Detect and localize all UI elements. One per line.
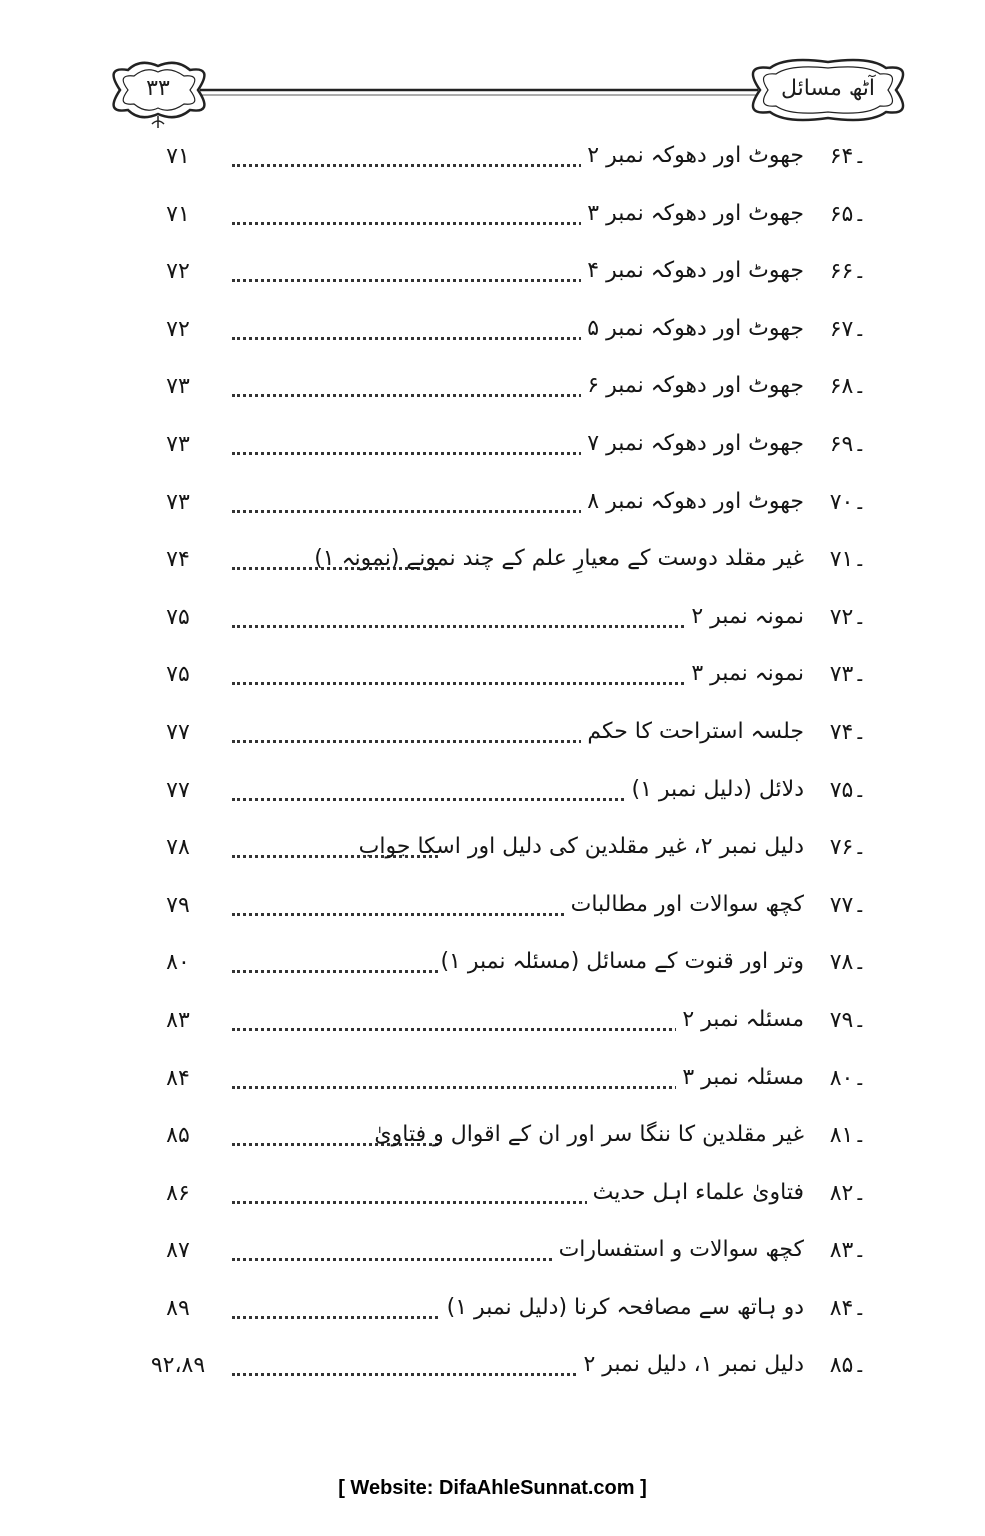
- toc-row: [140, 1228, 900, 1286]
- toc-entry-page: ۷۳: [166, 489, 190, 515]
- toc-row: [140, 134, 900, 192]
- toc-entry-page: ۸۳: [166, 1007, 190, 1033]
- toc-entry-page: ۷۷: [166, 719, 190, 745]
- toc-entry-page: ۷۷: [166, 777, 190, 803]
- toc-entry-title: فتاویٰ علماء اہل حدیث: [587, 1177, 804, 1209]
- page-number: ٣٣: [146, 76, 170, 101]
- toc-entry-page: ۷۵: [166, 604, 190, 630]
- toc-entry-page: ۷۱: [166, 144, 190, 169]
- toc-entry-number: ۸۳۔: [829, 1238, 867, 1264]
- toc-entry-number: ۸۵۔: [829, 1353, 867, 1379]
- toc-row: [140, 883, 900, 941]
- toc-entry-number: ۶۵۔: [829, 201, 867, 227]
- toc-entry-page: ۸۷: [166, 1238, 190, 1264]
- toc-entry-title: دلائل (دلیل نمبر ۱): [625, 774, 804, 806]
- toc-row: [140, 825, 900, 883]
- toc-entry-page: ۷۵: [166, 662, 190, 688]
- toc-entry-number: ۸۴۔: [829, 1295, 867, 1321]
- header-ornament: [0, 0, 985, 130]
- toc-entry-title: جلسہ استراحت کا حکم: [581, 716, 804, 748]
- toc-entry-number: ۷۷۔: [829, 892, 867, 918]
- table-of-contents: [140, 134, 900, 1401]
- toc-entry-number: ۷۴۔: [829, 719, 867, 745]
- toc-entry-title: جھوٹ اور دھوکہ نمبر ۶: [581, 370, 804, 402]
- toc-entry-page: ۷۲: [166, 259, 190, 285]
- book-title: آٹھ مسائل: [780, 76, 876, 101]
- toc-entry-title: جھوٹ اور دھوکہ نمبر ۵: [581, 313, 804, 345]
- toc-entry-page: ۷۳: [166, 374, 190, 400]
- toc-row: [140, 595, 900, 653]
- toc-entry-page: ۷۳: [166, 431, 190, 457]
- toc-entry-number: ۶۹۔: [829, 431, 867, 457]
- toc-entry-page: ۸۵: [166, 1123, 190, 1149]
- toc-row: [140, 249, 900, 307]
- toc-entry-title: وتر اور قنوت کے مسائل (مسئلہ نمبر ۱): [438, 946, 804, 978]
- page-header: [0, 0, 985, 130]
- toc-entry-number: ۷۱۔: [829, 547, 867, 573]
- toc-entry-number: ۷۸۔: [829, 950, 867, 976]
- toc-entry-page: ۷۲: [166, 316, 190, 342]
- left-flourish: [152, 116, 164, 128]
- toc-row: [140, 1056, 900, 1114]
- toc-entry-page: ۸۰: [166, 950, 190, 976]
- toc-row: [140, 1343, 900, 1401]
- toc-entry-title: جھوٹ اور دھوکہ نمبر ۴: [581, 255, 804, 287]
- toc-entry-title: جھوٹ اور دھوکہ نمبر ۳: [581, 198, 804, 230]
- toc-entry-number: ۶۴۔: [829, 144, 867, 169]
- toc-row: [140, 1286, 900, 1344]
- toc-row: [140, 537, 900, 595]
- website-footer: [ Website: DifaAhleSunnat.com ]: [338, 1477, 647, 1499]
- toc-entry-title: دو ہاتھ سے مصافحہ کرنا (دلیل نمبر ۱): [441, 1292, 804, 1324]
- toc-row: [140, 710, 900, 768]
- toc-entry-number: ۷۳۔: [829, 662, 867, 688]
- toc-entry-page: ۷۱: [166, 201, 190, 227]
- toc-entry-title: دلیل نمبر ۲، غیر مقلدین کی دلیل اور اسکا جواب: [438, 831, 804, 863]
- toc-entry-number: ۷۲۔: [829, 604, 867, 630]
- toc-entry-number: ۷۶۔: [829, 835, 867, 861]
- toc-entry-title: نمونہ نمبر ۳: [685, 658, 804, 690]
- toc-entry-title: جھوٹ اور دھوکہ نمبر ۸: [581, 486, 804, 518]
- toc-entry-number: ۶۶۔: [829, 259, 867, 285]
- toc-entry-page: ۸۴: [166, 1065, 190, 1091]
- toc-entry-number: ۷۹۔: [829, 1007, 867, 1033]
- toc-row: [140, 307, 900, 365]
- toc-entry-page: ۸۶: [166, 1180, 190, 1206]
- toc-entry-title: غیر مقلد دوست کے معیارِ علم کے چند نمونے (نمونہ ۱): [438, 543, 804, 575]
- toc-row: [140, 192, 900, 250]
- toc-entry-number: ۷۵۔: [829, 777, 867, 803]
- toc-row: [140, 652, 900, 710]
- toc-entry-number: ۶۷۔: [829, 316, 867, 342]
- toc-entry-title: جھوٹ اور دھوکہ نمبر ۷: [581, 428, 804, 460]
- toc-entry-title: دلیل نمبر ۱، دلیل نمبر ۲: [577, 1349, 804, 1381]
- toc-entry-title: غیر مقلدین کا ننگا سر اور ان کے اقوال و فتاویٰ: [438, 1119, 804, 1151]
- toc-row: [140, 422, 900, 480]
- toc-entry-page: ۸۹: [166, 1295, 190, 1321]
- toc-row: [140, 1171, 900, 1229]
- toc-entry-title: کچھ سوالات اور مطالبات: [565, 889, 804, 921]
- toc-entry-number: ۷۰۔: [829, 489, 867, 515]
- toc-entry-number: ۸۰۔: [829, 1065, 867, 1091]
- toc-row: [140, 768, 900, 826]
- toc-entry-number: ۶۸۔: [829, 374, 867, 400]
- toc-entry-title: مسئلہ نمبر ۳: [676, 1062, 804, 1094]
- toc-entry-title: کچھ سوالات و استفسارات: [553, 1234, 804, 1266]
- toc-row: [140, 480, 900, 538]
- toc-entry-page: ۷۴: [166, 547, 190, 573]
- toc-entry-title: نمونہ نمبر ۲: [685, 601, 804, 633]
- toc-row: [140, 940, 900, 998]
- toc-entry-page: ۹۲،۸۹: [150, 1353, 206, 1379]
- toc-entry-page: ۷۸: [166, 835, 190, 861]
- toc-row: [140, 998, 900, 1056]
- toc-entry-number: ۸۲۔: [829, 1180, 867, 1206]
- toc-entry-title: جھوٹ اور دھوکہ نمبر ۲: [581, 140, 804, 172]
- toc-entry-number: ۸۱۔: [829, 1123, 867, 1149]
- toc-row: [140, 1113, 900, 1171]
- toc-entry-page: ۷۹: [166, 892, 190, 918]
- toc-row: [140, 364, 900, 422]
- toc-entry-title: مسئلہ نمبر ۲: [676, 1004, 804, 1036]
